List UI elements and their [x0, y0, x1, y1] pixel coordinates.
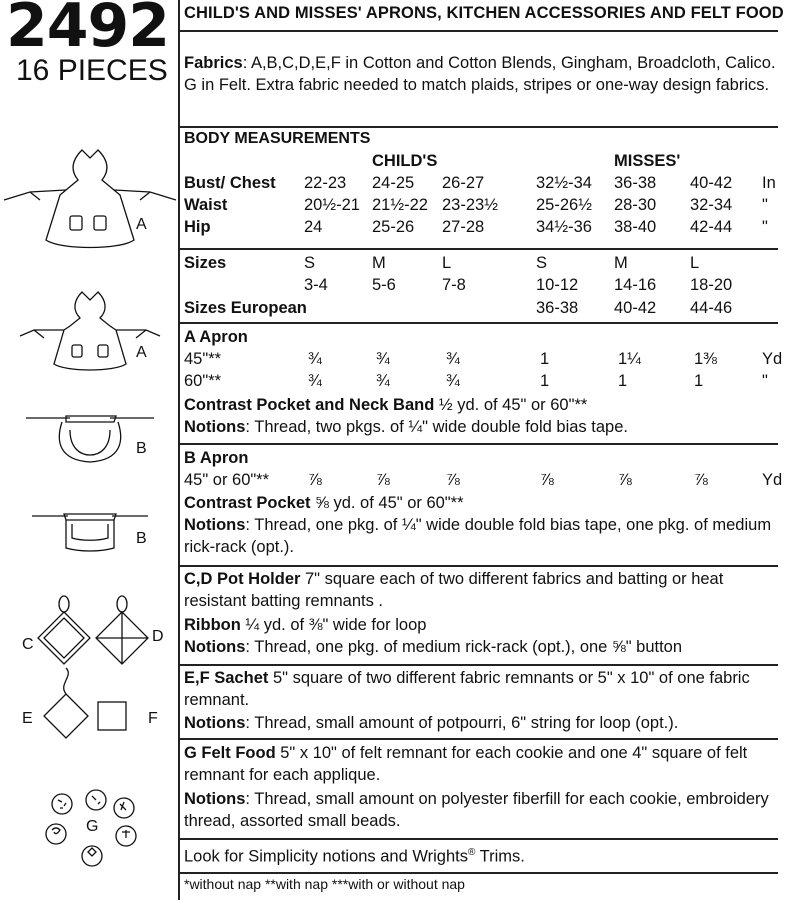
size-letter: L: [690, 254, 700, 272]
size-number: 5-6: [372, 276, 396, 294]
measurement-unit: ": [762, 218, 768, 236]
b-apron-cell: ⅞: [540, 471, 554, 489]
measurement-cell: 22-23: [304, 174, 347, 192]
view-label-d: D: [152, 628, 164, 645]
measurement-cell: 20½-21: [304, 196, 360, 214]
view-label-e: E: [22, 710, 33, 727]
childs-heading: CHILD'S: [372, 152, 438, 170]
a-apron-cell: 1⅜: [694, 350, 717, 368]
size-letter: M: [614, 254, 628, 272]
view-label-b-2: B: [136, 530, 147, 547]
divider-vertical: [178, 0, 180, 900]
a-apron-cell: ¾: [308, 372, 322, 390]
a-apron-unit: ": [762, 372, 768, 390]
a-notions-line: Notions: Thread, two pkgs. of ¼" wide double fold bias tape.: [184, 418, 628, 436]
a-apron-cell: 1: [540, 372, 550, 390]
b-apron-cell: ⅞: [618, 471, 632, 489]
nap-footnote: *without nap **with nap ***with or without nap: [184, 876, 465, 892]
pot-holder-c-illustration: [38, 596, 90, 664]
divider: [178, 30, 778, 32]
sachet-text: E,F Sachet 5" square of two different fabric remnants or 5" x 10" of one fabric remnant.: [184, 669, 750, 709]
size-number: 18-20: [690, 276, 733, 294]
measurement-cell: 40-42: [690, 174, 733, 192]
pattern-number: 2492: [6, 0, 169, 61]
b-contrast-line: Contrast Pocket ⅝ yd. of 45" or 60"**: [184, 494, 464, 512]
a-apron-row-label: 60"**: [184, 372, 222, 390]
sizes-european-label: Sizes European: [184, 299, 307, 317]
body-measurements-title: BODY MEASUREMENTS: [184, 130, 371, 147]
view-label-a: A: [136, 216, 147, 233]
a-apron-cell: ¾: [376, 372, 390, 390]
sachet-notions: Notions: Thread, small amount of potpourri, 6" string for loop (opt.).: [184, 714, 679, 732]
sachet-f-illustration: [98, 702, 126, 730]
size-number: 7-8: [442, 276, 466, 294]
measurement-row-label: Bust/ Chest: [184, 174, 276, 192]
b-apron-unit: Yd: [762, 471, 783, 489]
a-apron-cell: ¾: [446, 350, 460, 368]
measurement-cell: 36-38: [614, 174, 657, 192]
b-apron-cell: ⅞: [694, 471, 708, 489]
size-letter: S: [304, 254, 316, 272]
measurement-cell: 34½-36: [536, 218, 592, 236]
a-apron-unit: Yd: [762, 350, 783, 368]
measurement-cell: 21½-22: [372, 196, 428, 214]
pieces-count: 16 PIECES: [16, 54, 168, 87]
pot-holder-notions: Notions: Thread, one pkg. of medium rick-rack (opt.), one ⅝" button: [184, 638, 683, 656]
apron-a-illustration-1: [4, 150, 176, 248]
sachet-e-illustration: [44, 668, 88, 738]
divider: [178, 838, 778, 840]
a-apron-cell: 1: [540, 350, 550, 368]
apron-b-illustration-2: [32, 514, 148, 551]
a-apron-row-label: 45"**: [184, 350, 222, 368]
measurement-cell: 25-26: [372, 218, 415, 236]
size-letter: S: [536, 254, 548, 272]
measurement-cell: 32½-34: [536, 174, 592, 192]
measurement-cell: 23-23½: [442, 196, 498, 214]
a-apron-cell: ¾: [308, 350, 322, 368]
view-label-b: B: [136, 440, 147, 457]
divider: [178, 443, 778, 445]
divider: [178, 565, 778, 567]
measurement-unit: In: [762, 174, 776, 192]
b-apron-cell: ⅞: [446, 471, 460, 489]
view-label-c: C: [22, 636, 34, 653]
size-european: 36-38: [536, 299, 579, 317]
divider: [178, 248, 778, 250]
measurement-cell: 26-27: [442, 174, 485, 192]
a-apron-cell: 1: [694, 372, 704, 390]
sizes-label: Sizes: [184, 254, 227, 272]
look-for-line: Look for Simplicity notions and Wrights® Trims.: [184, 847, 525, 866]
felt-food-text: G Felt Food 5" x 10" of felt remnant for each cookie and one 4" square of felt remnant for each applique.: [184, 744, 748, 784]
b-apron-row-label: 45" or 60"**: [184, 471, 270, 489]
a-apron-cell: 1: [618, 372, 628, 390]
a-apron-cell: ¾: [376, 350, 390, 368]
measurement-row-label: Hip: [184, 218, 211, 236]
size-number: 14-16: [614, 276, 657, 294]
b-notions-line: Notions: Thread, one pkg. of ¼" wide double fold bias tape, one pkg. of medium rick-rack (opt.).: [184, 516, 772, 556]
view-label-a-2: A: [136, 344, 147, 361]
a-apron-cell: ¾: [446, 372, 460, 390]
measurement-cell: 38-40: [614, 218, 657, 236]
measurement-cell: 32-34: [690, 196, 733, 214]
b-apron-cell: ⅞: [376, 471, 390, 489]
misses-heading: MISSES': [614, 152, 681, 170]
pattern-title: CHILD'S AND MISSES' APRONS, KITCHEN ACCESSORIES AND FELT FOOD: [184, 4, 784, 22]
pot-holder-text: C,D Pot Holder 7" square each of two different fabrics and batting or heat resistant batting remnants .: [184, 570, 724, 610]
view-label-f: F: [148, 710, 158, 727]
fabrics-line-2: G in Felt. Extra fabric needed to match plaids, stripes or one-way design fabrics.: [184, 76, 770, 94]
size-number: 10-12: [536, 276, 579, 294]
pot-holder-d-illustration: [96, 596, 148, 664]
b-apron-title: B Apron: [184, 449, 249, 467]
a-apron-title: A Apron: [184, 328, 248, 346]
measurement-cell: 24-25: [372, 174, 415, 192]
divider: [178, 664, 778, 666]
size-european: 40-42: [614, 299, 657, 317]
size-european: 44-46: [690, 299, 733, 317]
divider: [178, 322, 778, 324]
b-apron-cell: ⅞: [308, 471, 322, 489]
size-letter: L: [442, 254, 452, 272]
measurement-cell: 42-44: [690, 218, 733, 236]
view-label-g: G: [86, 818, 99, 835]
garment-illustrations: [0, 0, 178, 900]
divider: [178, 738, 778, 740]
measurement-cell: 28-30: [614, 196, 657, 214]
a-apron-cell: 1¼: [618, 350, 641, 368]
divider: [178, 872, 778, 874]
measurement-row-label: Waist: [184, 196, 228, 214]
apron-b-illustration-1: [26, 416, 154, 462]
measurement-cell: 25-26½: [536, 196, 592, 214]
measurement-cell: 27-28: [442, 218, 485, 236]
a-contrast-line: Contrast Pocket and Neck Band ½ yd. of 45" or 60"**: [184, 396, 588, 414]
fabrics-line-1: Fabrics: A,B,C,D,E,F in Cotton and Cotton Blends, Gingham, Broadcloth, Calico.: [184, 54, 776, 72]
size-number: 3-4: [304, 276, 328, 294]
measurement-unit: ": [762, 196, 768, 214]
pot-holder-ribbon: Ribbon ¼ yd. of ⅜" wide for loop: [184, 616, 427, 634]
felt-food-notions: Notions: Thread, small amount on polyester fiberfill for each cookie, embroidery thread, assorted small beads.: [184, 790, 769, 830]
measurement-cell: 24: [304, 218, 323, 236]
size-letter: M: [372, 254, 386, 272]
